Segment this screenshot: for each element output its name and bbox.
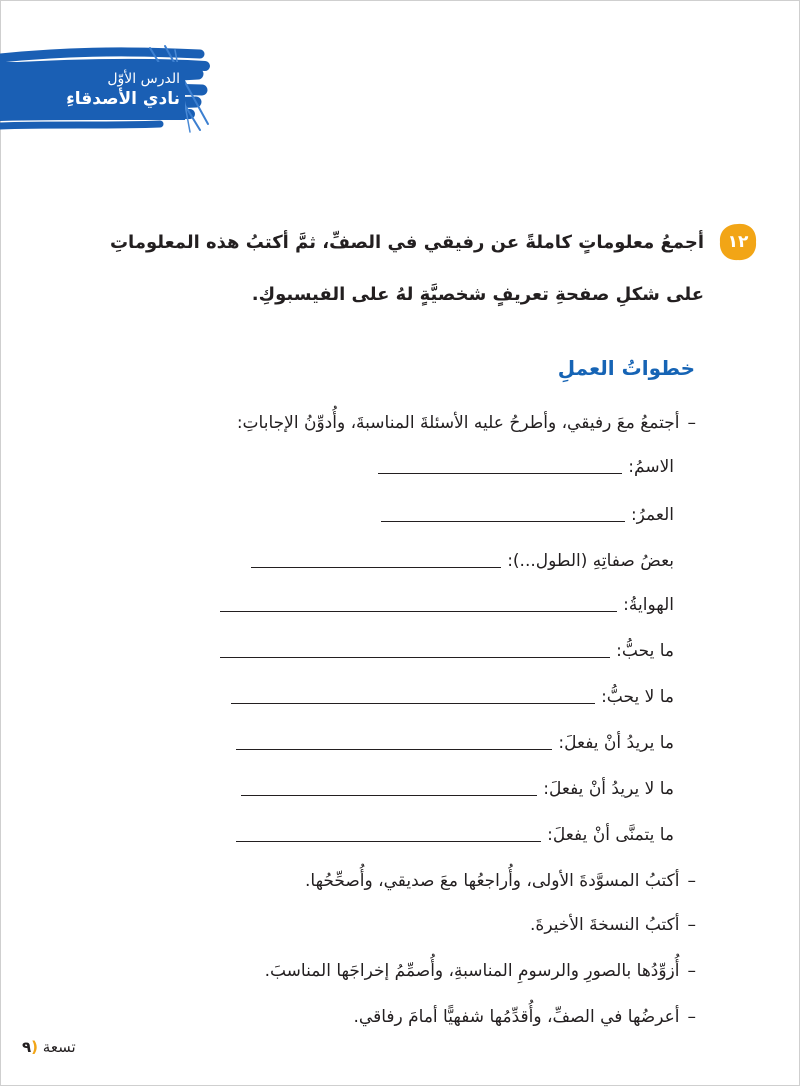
exercise-instruction-line2: على شكلِ صفحةِ تعريفٍ شخصيَّةٍ لهُ على الفيسبوكِ.	[251, 284, 704, 305]
page-word: تسعة	[42, 1038, 76, 1056]
step-item	[265, 958, 696, 984]
field-label: ما يريدُ أنْ يفعلَ:	[558, 733, 674, 753]
step-dash: –	[687, 413, 696, 433]
answer-line[interactable]	[251, 567, 501, 568]
answer-line[interactable]	[236, 749, 552, 750]
step-text: أجتمعُ معَ رفيقي، وأطرحُ عليه الأسئلةَ المناسبةَ، وأُدوِّنُ الإجاباتِ:	[236, 413, 680, 433]
field-label: ما لا يحبُّ:	[601, 687, 674, 707]
page-number: ٩	[22, 1038, 32, 1056]
steps-title: خطواتُ العملِ	[557, 356, 695, 380]
field-label: الاسمُ:	[628, 457, 674, 477]
lesson-number: الدرس الأوّل	[107, 71, 180, 87]
answer-line[interactable]	[236, 841, 541, 842]
field-wishes	[236, 822, 674, 848]
step-dash: –	[687, 1007, 696, 1027]
answer-line[interactable]	[381, 521, 625, 522]
exercise-instruction-line1: أجمعُ معلوماتٍ كاملةً عن رفيقي في الصفِّ، ثمَّ أكتبُ هذه المعلوماتِ	[109, 232, 704, 253]
field-likes	[220, 638, 674, 664]
step-dash: –	[687, 961, 696, 981]
exercise-number: ١٢	[727, 232, 749, 252]
lesson-title: نادي الأصدقاءِ	[66, 89, 180, 109]
answer-line[interactable]	[220, 611, 617, 612]
field-label: الهوايةُ:	[623, 595, 674, 615]
field-label: بعضُ صفاتِهِ (الطول...):	[507, 551, 674, 571]
field-traits	[251, 548, 674, 574]
lesson-banner-text	[66, 70, 180, 110]
step-text: أُزوِّدُها بالصورِ والرسومِ المناسبةِ، وأُصمِّمُ إخراجَها المناسبَ.	[264, 961, 680, 981]
step-item	[237, 410, 696, 436]
field-label: ما يتمنَّى أنْ يفعلَ:	[547, 825, 674, 845]
page-footer	[22, 1038, 76, 1056]
answer-line[interactable]	[378, 473, 622, 474]
step-text: أكتبُ النسخةَ الأخيرةَ.	[530, 915, 680, 935]
step-item	[305, 868, 696, 894]
field-label: ما لا يريدُ أنْ يفعلَ:	[543, 779, 674, 799]
field-dislikes	[231, 684, 674, 710]
answer-line[interactable]	[220, 657, 610, 658]
answer-line[interactable]	[231, 703, 595, 704]
field-age	[381, 502, 674, 528]
field-wants	[236, 730, 674, 756]
step-dash: –	[687, 871, 696, 891]
step-item	[530, 912, 696, 938]
field-label: العمرُ:	[630, 505, 674, 525]
step-text: أعرضُها في الصفِّ، وأُقدِّمُها شفهيًّا أمامَ رفاقي.	[353, 1007, 680, 1027]
step-text: أكتبُ المسوَّدةَ الأولى، وأُراجعُها معَ صديقي، وأُصحِّحُها.	[304, 871, 680, 891]
answer-line[interactable]	[241, 795, 537, 796]
field-label: ما يحبُّ:	[616, 641, 674, 661]
step-dash: –	[687, 915, 696, 935]
step-item	[354, 1004, 697, 1030]
field-hobby	[220, 592, 674, 618]
page-number-marker: (	[31, 1038, 39, 1056]
field-name	[378, 454, 674, 480]
field-doesnt-want	[241, 776, 674, 802]
